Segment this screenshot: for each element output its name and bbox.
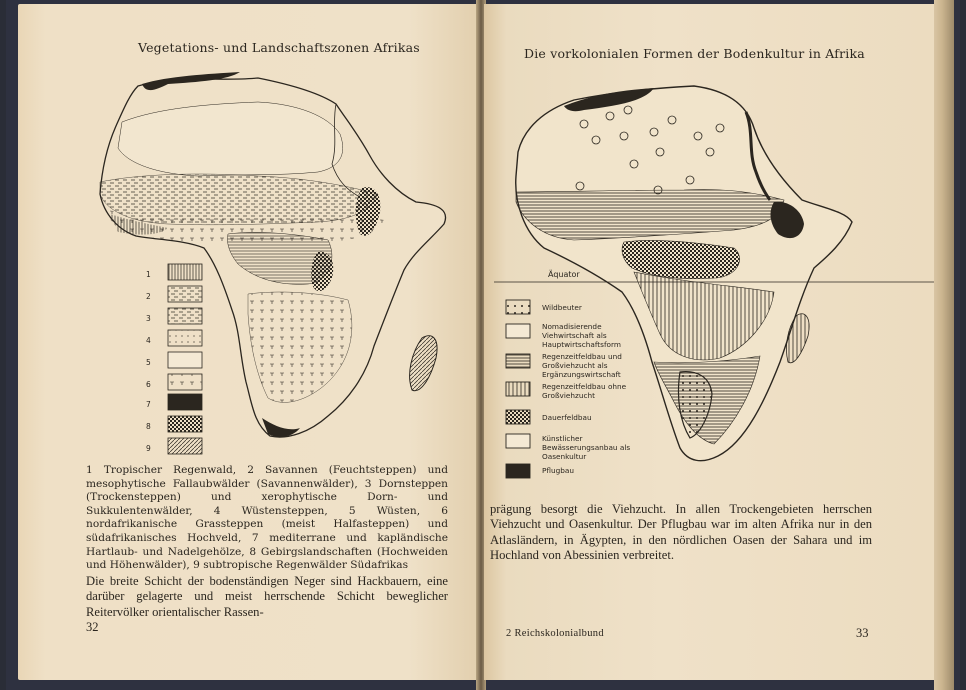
right-page [484, 4, 934, 680]
legend-num-7: 7 [146, 400, 151, 409]
legend-item-dauerfeldbau: Dauerfeldbau [542, 413, 592, 422]
legend-item-regenzeit-ohne: Regenzeitfeldbau ohne Großviehzucht [542, 382, 627, 400]
legend-num-6: 6 [146, 380, 151, 389]
africa-agriculture-map [484, 72, 934, 492]
left-map-title: Vegetations- und Landschaftszonen Afrikas [138, 40, 420, 55]
legend-num-3: 3 [146, 314, 151, 323]
right-page-number: 33 [856, 626, 869, 640]
legend-num-2: 2 [146, 292, 151, 301]
left-map-caption: 1 Tropischer Regenwald, 2 Savannen (Feuchtsteppen) und mesophytische Fallaubwälder (Savannenwälder), 3 Dornsteppen (Trockensteppen) und xerophytische Dorn- und Sukkulentenwälder, 4 Wüstensteppen, 5 Wüsten, 6 nordafrikanische Grassteppen (meist Halfasteppen) und südafrikanisches Hochveld, 7 mediterrane und kapländische Hartlaub- und Nadelgehölze, 8 Gebirgslandschaften (Hochweiden und Höhenwälder), 9 subtropische Regenwälder Südafrikas [86, 464, 448, 572]
left-page-number: 32 [86, 620, 99, 634]
legend-num-4: 4 [146, 336, 151, 345]
right-body-text: prägung besorgt die Viehzucht. In allen Trockengebieten herrschen Viehzucht und Oasenkultur. Der Pflugbau war im alten Afrika nur in den Atlasländern, in Ägypten, in den nördlichen Oasen der Sahara und im Hochland von Abessinien verbreitet. [490, 502, 872, 563]
page-edge [934, 0, 954, 690]
legend-item-nomadisierende: Nomadisierende Viehwirtschaft als Hauptwirtschaftsform [542, 322, 621, 349]
left-body-text: Die breite Schicht der bodenständigen Neger sind Hackbauern, eine darüber gelagerte und meist herrschende Schicht beweglicher Reitervölker orientalischer Rassen- [86, 574, 448, 619]
left-page [18, 4, 478, 680]
legend-num-1: 1 [146, 270, 151, 279]
footer-reichskolonialbund: 2 Reichskolonialbund [506, 628, 604, 639]
legend-item-wildbeuter: Wildbeuter [542, 303, 582, 312]
legend-item-regenzeit-vieh: Regenzeitfeldbau und Großviehzucht als Ergänzungswirtschaft [542, 352, 622, 379]
vegetation-legend-boxes [168, 264, 202, 454]
legend-num-8: 8 [146, 422, 151, 431]
legend-num-9: 9 [146, 444, 151, 453]
agriculture-legend-boxes [506, 300, 530, 478]
equator-label: Äquator [548, 270, 580, 279]
legend-num-5: 5 [146, 358, 151, 367]
africa-vegetation-map [18, 64, 478, 484]
legend-item-pflugbau: Pflugbau [542, 466, 574, 475]
right-map-title: Die vorkolonialen Formen der Bodenkultur in Afrika [524, 46, 865, 61]
legend-item-bewaesserung: Künstlicher Bewässerungsanbau als Oasenkultur [542, 434, 631, 461]
